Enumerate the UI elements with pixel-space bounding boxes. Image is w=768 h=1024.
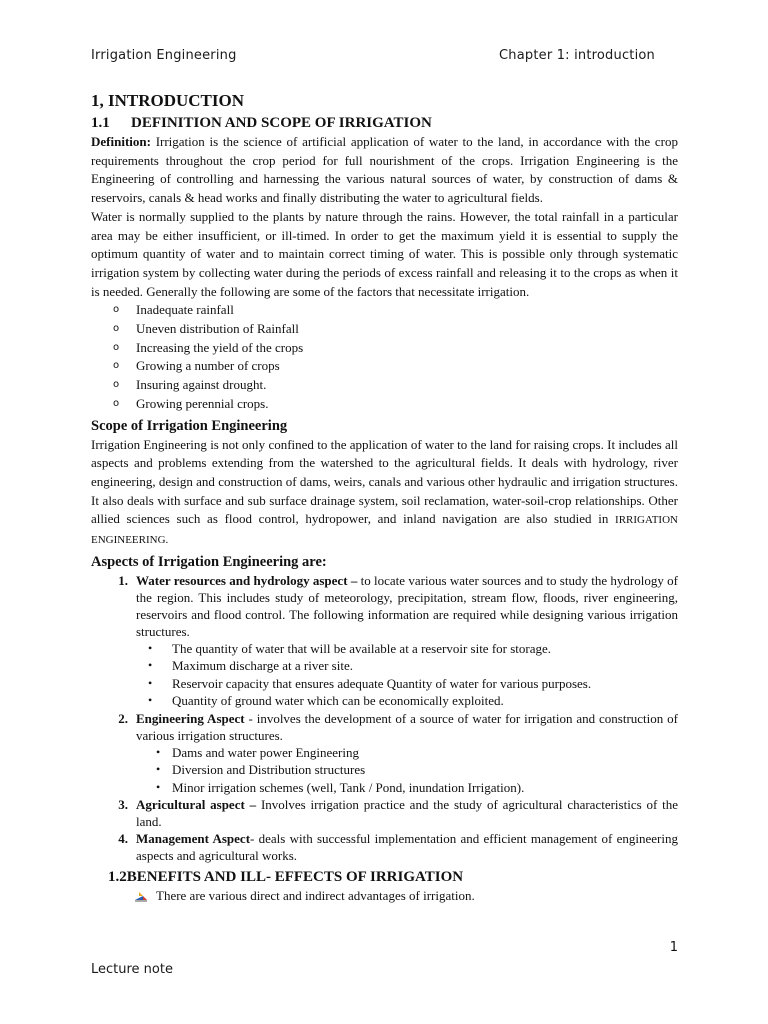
aspects-list	[91, 572, 678, 865]
list-item	[136, 779, 678, 797]
aspect-number: 3.	[118, 797, 128, 813]
list-item-text: Reservoir capacity that ensures adequate Quantity of water for various purposes.	[172, 675, 592, 691]
scope-text: Irrigation Engineering is not only confined to the application of water to the land for raising crops. It includes all aspects and problems extending from the watershed to the agricultural fields. It deals with hydrology, river engineering, design and construction of dams, weirs, canals and various other hydraulic and irrigation structures. It also deals with surface and sub surface drainage system, soil reclamation, water-soil-crop relationships. Other allied sciences such as flood control, hydropower, and inland navigation are also studied in	[91, 436, 678, 527]
benefits-first-point-text: There are various direct and indirect advantages of irrigation.	[156, 888, 475, 904]
aspect-text: Involves irrigation practice and the study of agricultural characteristics of the land.	[136, 797, 679, 830]
aspect-title: Management Aspect	[136, 831, 251, 847]
list-item	[91, 395, 678, 414]
scope-paragraph	[91, 436, 678, 550]
list-item-text: Diversion and Distribution structures	[172, 762, 366, 778]
aspect-title: Agricultural aspect –	[136, 797, 257, 813]
circle-bullet-icon: o	[113, 323, 120, 335]
section-1-1-title: DEFINITION AND SCOPE OF IRRIGATION	[131, 115, 432, 131]
list-item	[136, 761, 678, 779]
circle-bullet-icon: o	[113, 304, 120, 316]
list-item	[136, 692, 678, 710]
list-item	[136, 640, 678, 658]
definition-text: Irrigation is the science of artificial application of water to the land, in accordance with the crop requirements throughout the crop period for full nourishment of the crops. Irrigation Engineering is the Engineering of controlling and harnessing the various natural sources of water, by construction of dams & reservoirs, canals & head works and finally distributing the water to agricultural fields.	[91, 134, 678, 206]
aspect-text: - involves the development of a source of water for irrigation and construction of various irrigation structures.	[136, 710, 678, 743]
section-1-1-heading	[91, 114, 678, 133]
aspect-item	[91, 796, 678, 830]
list-item-text: Insuring against drought.	[136, 377, 267, 393]
definition-paragraph	[91, 133, 678, 208]
aspect-text: to locate various water sources and to study the hydrology of the region. This includes study of meteorology, precipitation, stream flow, floods, river engineering, reservoirs and flood control. The following information are required while designing various irrigation structures.	[136, 572, 678, 639]
list-item-text: Dams and water power Engineering	[172, 744, 359, 760]
factors-list	[91, 301, 678, 413]
list-item-text: Growing perennial crops.	[136, 395, 269, 411]
bullet-icon: •	[148, 675, 153, 690]
bullet-icon: •	[156, 779, 161, 794]
header-chapter-title: Chapter 1: introduction	[499, 48, 655, 63]
definition-label: Definition:	[91, 134, 151, 149]
list-item-text: Inadequate rainfall	[136, 302, 234, 318]
list-item-text: Uneven distribution of Rainfall	[136, 321, 299, 337]
list-item	[91, 339, 678, 358]
bullet-icon: •	[156, 762, 161, 777]
bullet-icon: •	[156, 744, 161, 759]
circle-bullet-icon: o	[113, 360, 120, 372]
aspect-item	[91, 710, 678, 797]
benefits-first-point	[134, 887, 678, 904]
page-number: 1	[669, 940, 678, 955]
page-content	[91, 90, 678, 904]
bullet-icon: •	[148, 693, 153, 708]
aspect-bullets	[136, 744, 678, 797]
circle-bullet-icon: o	[113, 379, 120, 391]
running-header	[91, 48, 655, 68]
list-item-text: Growing a number of crops	[136, 358, 280, 374]
aspects-heading: Aspects of Irrigation Engineering are:	[91, 553, 327, 570]
aspect-item	[91, 830, 678, 864]
footer-note: Lecture note	[91, 962, 173, 977]
bullet-icon: •	[148, 658, 153, 673]
list-item	[91, 301, 678, 320]
aspect-text: - deals with successful implementation and efficient management of engineering aspects and agricultural works.	[136, 831, 678, 864]
circle-bullet-icon: o	[113, 397, 120, 409]
section-1-2-heading: 1.2BENEFITS AND ILL- EFFECTS OF IRRIGATION	[108, 869, 464, 886]
list-item	[91, 320, 678, 339]
list-item-text: Quantity of ground water which can be economically exploited.	[172, 693, 504, 709]
section-1-1-number: 1.1	[91, 115, 110, 131]
chapter-title: 1, INTRODUCTION	[91, 91, 245, 110]
list-item-text: Maximum discharge at a river site.	[172, 658, 353, 674]
aspect-item	[91, 572, 678, 710]
list-item	[136, 675, 678, 693]
list-item	[91, 376, 678, 395]
aspect-title: Engineering Aspect	[136, 710, 245, 726]
list-item-text: Increasing the yield of the crops	[136, 339, 304, 355]
arrow-bullet-icon	[134, 890, 148, 902]
aspect-number: 1.	[118, 572, 128, 588]
bullet-icon: •	[148, 640, 153, 655]
aspect-number: 2.	[118, 710, 128, 726]
aspect-bullets	[136, 640, 678, 710]
list-item	[91, 357, 678, 376]
scope-text-caps: IRRIGATION ENGINEERING.	[91, 514, 678, 547]
aspect-title: Water resources and hydrology aspect –	[136, 572, 358, 588]
list-item	[136, 657, 678, 675]
list-item-text: Minor irrigation schemes (well, Tank / Pond, inundation Irrigation).	[172, 779, 525, 795]
header-course-title: Irrigation Engineering	[91, 48, 237, 63]
scope-heading: Scope of Irrigation Engineering	[91, 417, 288, 434]
list-item	[136, 744, 678, 762]
aspect-number: 4.	[118, 831, 128, 847]
list-item-text: The quantity of water that will be available at a reservoir site for storage.	[172, 640, 552, 656]
circle-bullet-icon: o	[113, 341, 120, 353]
water-supply-paragraph: Water is normally supplied to the plants by nature through the rains. However, the total rainfall in a particular area may be either insufficient, or ill-timed. In order to get the maximum yield it is essential to supply the optimum quantity of water and to maintain correct timing of water. This is possible only through systematic irrigation system by collecting water during the periods of excess rainfall and releasing it to the crops as when it is needed. Generally the following are some of the factors that necessitate irrigation.	[91, 208, 678, 299]
